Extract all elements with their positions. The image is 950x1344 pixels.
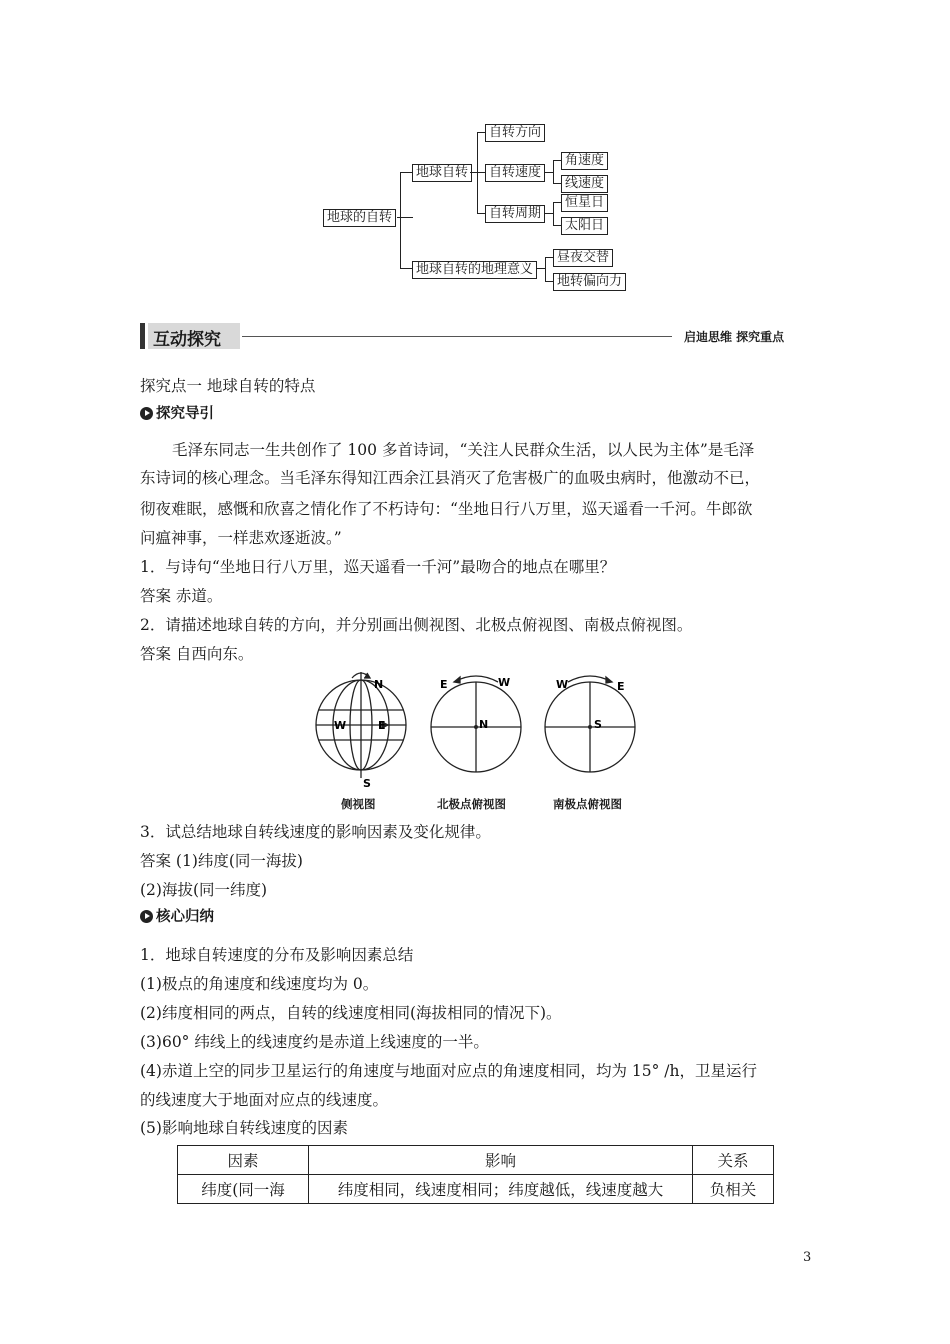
para-line-4: 问瘟神事，一样悲欢逐逝波。”: [140, 529, 342, 547]
para-line-3: 彻夜难眠，感慨和欣喜之情化作了不朽诗句：“坐地日行八万里，巡天遥看一千河。牛郎欲: [140, 500, 753, 518]
table-header-cell: 影响: [309, 1146, 693, 1175]
play-icon: [140, 910, 153, 923]
core-line-6: 的线速度大于地面对应点的线速度。: [140, 1091, 389, 1109]
section-title: 互动探究: [153, 330, 221, 350]
tree-direction: 自转方向: [485, 124, 545, 142]
table-cell: 负相关: [693, 1175, 774, 1204]
core-heading: 核心归纳: [140, 905, 214, 926]
tree-daynight: 昼夜交替: [553, 249, 613, 267]
north-right-label: W: [498, 676, 511, 689]
tree-angular: 角速度: [561, 152, 608, 170]
answer-2: 答案 自西向东。: [140, 645, 254, 663]
tree-root: 地球的自转: [323, 209, 396, 227]
table-header-row: [178, 1146, 774, 1175]
south-view-caption: 南极点俯视图: [553, 797, 622, 811]
rotation-figures: [300, 670, 650, 815]
page-number: 3: [803, 1250, 812, 1265]
side-view-caption: 侧视图: [341, 797, 376, 811]
core-line-1: 1．地球自转速度的分布及影响因素总结: [140, 946, 414, 964]
answer-3b: (2)海拔(同一纬度): [140, 881, 268, 899]
table-header-cell: 因素: [178, 1146, 309, 1175]
north-center-label: N: [479, 718, 489, 731]
table-row: [178, 1175, 774, 1204]
core-line-2: (1)极点的角速度和线速度均为 0。: [140, 975, 379, 993]
header-bar: [140, 323, 145, 349]
tree-l1-rotation: 地球自转: [412, 164, 472, 182]
side-view-figure: [316, 672, 406, 778]
question-1: 1．与诗句“坐地日行八万里，巡天遥看一千河”最吻合的地点在哪里？: [140, 558, 616, 576]
para-line-1: 毛泽东同志一生共创作了 100 多首诗词，“关注人民群众生活，以人民为主体”是毛泽: [172, 441, 755, 459]
tree-period: 自转周期: [485, 205, 545, 223]
north-view-caption: 北极点俯视图: [437, 797, 506, 811]
tree-deflection: 地转偏向力: [553, 273, 626, 291]
topic-title: 探究点一 地球自转的特点: [140, 377, 316, 395]
table-cell: 纬度相同，线速度相同；纬度越低，线速度越大: [309, 1175, 693, 1204]
header-rule: [242, 336, 672, 337]
side-w-label: W: [334, 719, 347, 732]
core-line-7: (5)影响地球自转线速度的因素: [140, 1119, 348, 1137]
section-subtitle: 启迪思维 探究重点: [684, 330, 785, 344]
south-right-label: E: [617, 680, 625, 693]
table-cell: 纬度(同一海: [178, 1175, 309, 1204]
core-line-3: (2)纬度相同的两点，自转的线速度相同(海拔相同的情况下)。: [140, 1004, 562, 1022]
play-icon: [140, 407, 153, 420]
tree-l1-meaning: 地球自转的地理意义: [412, 261, 537, 279]
para-line-2: 东诗词的核心理念。当毛泽东得知江西余江县消灭了危害极广的血吸虫病时，他激动不已，: [140, 469, 761, 487]
side-s-label: S: [363, 777, 371, 790]
south-left-label: W: [556, 678, 569, 691]
answer-3: 答案 (1)纬度(同一海拔): [140, 852, 303, 870]
table-header-cell: 关系: [693, 1146, 774, 1175]
side-e-label: E: [378, 719, 386, 732]
tree-sidereal: 恒星日: [561, 194, 608, 212]
answer-1: 答案 赤道。: [140, 587, 223, 605]
tree-linear: 线速度: [561, 175, 608, 193]
side-n-label: N: [374, 678, 384, 691]
factors-table: [177, 1145, 774, 1204]
question-2: 2．请描述地球自转的方向，并分别画出侧视图、北极点俯视图、南极点俯视图。: [140, 616, 693, 634]
question-3: 3．试总结地球自转线速度的影响因素及变化规律。: [140, 823, 491, 841]
core-line-4: (3)60° 纬线上的线速度约是赤道上线速度的一半。: [140, 1033, 489, 1051]
north-left-label: E: [440, 678, 448, 691]
tree-speed: 自转速度: [485, 164, 545, 182]
guide-heading: 探究导引: [140, 402, 214, 423]
south-center-label: S: [594, 718, 602, 731]
tree-solar: 太阳日: [561, 217, 608, 235]
core-line-5: (4)赤道上空的同步卫星运行的角速度与地面对应点的角速度相同，均为 15° /h，卫星运行: [140, 1062, 757, 1080]
